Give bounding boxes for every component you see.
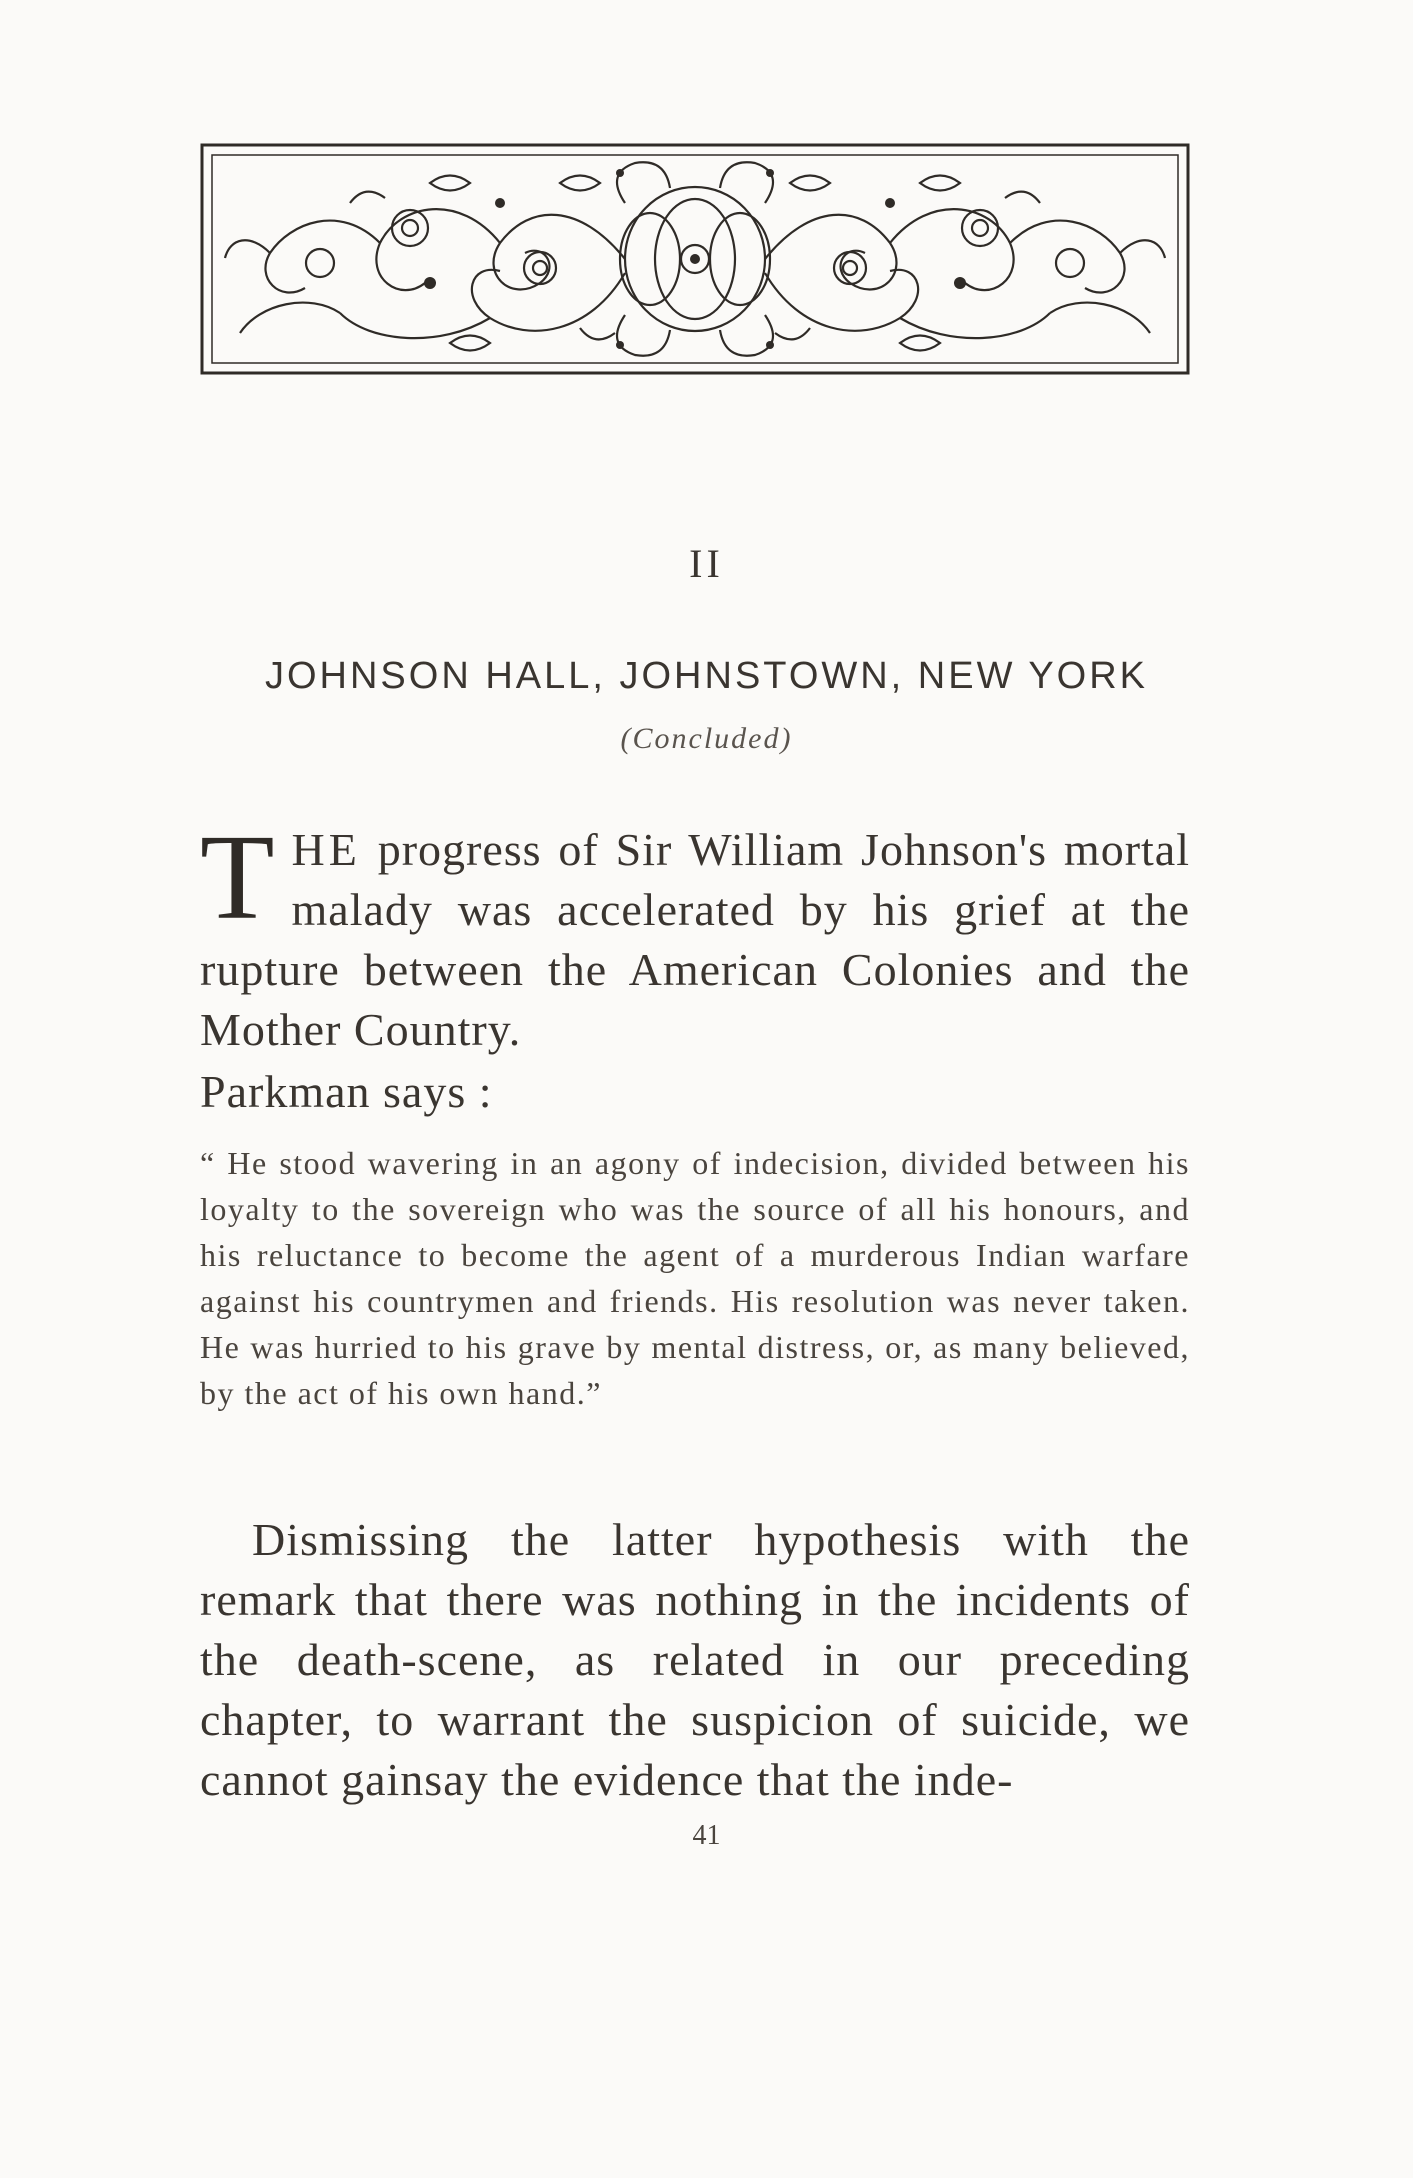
ornamental-header-band xyxy=(200,143,1190,375)
paragraph-dismissing: Dismissing the latter hypothesis with the remark that there was nothing in the incidents of the death-scene, as related in our preceding chapter, to warrant the suspicion of suicide, we cannot gainsay the evidence that the inde- xyxy=(200,1514,1190,1805)
parkman-says-text: Parkman says : xyxy=(200,1066,493,1117)
paragraph-parkman-says xyxy=(200,1062,1190,1122)
drop-cap-letter: T xyxy=(200,810,276,945)
opening-paragraph-text: progress of Sir William Johnson's mortal malady was accelerated by his grief at the rupture between the American Colonies and the Mother Country. xyxy=(200,824,1190,1055)
chapter-title: JOHNSON HALL, JOHNSTOWN, NEW YORK xyxy=(264,655,1149,697)
chapter-subtitle: (Concluded) xyxy=(620,722,793,755)
page-number: 41 xyxy=(692,1820,721,1851)
chapter-number: II xyxy=(689,541,724,586)
paragraph-opening xyxy=(200,810,1190,1060)
opening-small-caps: HE xyxy=(291,824,361,875)
scrollwork-ornament-icon xyxy=(200,143,1190,375)
block-quote: “ He stood wavering in an agony of indecision, divided between his loyalty to the sovereign who was the source of all his honours, and his reluctance to become the agent of a murderous Indian warfare against his countrymen and friends. His resolution was never taken. He was hurried to his grave by mental distress, or, as many believed, by the act of his own hand.” xyxy=(200,1145,1190,1411)
